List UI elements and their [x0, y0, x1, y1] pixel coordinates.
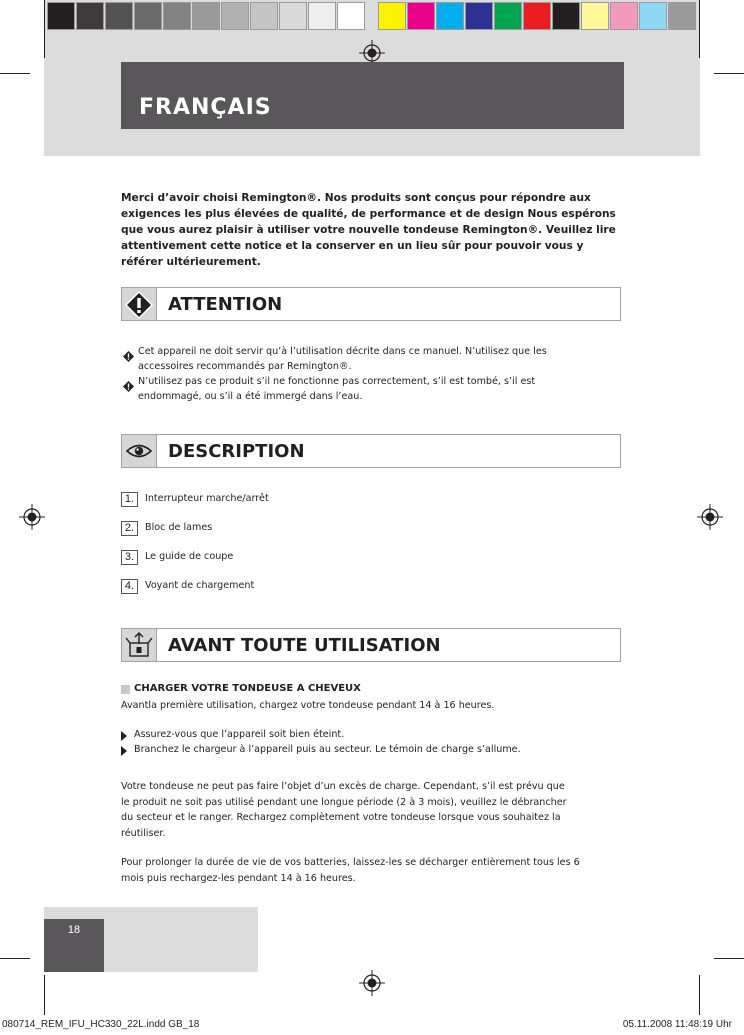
crop-mark [44, 0, 45, 58]
color-swatch [436, 2, 464, 30]
item-number: 1. [121, 492, 138, 507]
description-item: Bloc de lames [145, 522, 213, 533]
color-swatch [279, 2, 307, 30]
color-swatch [639, 2, 667, 30]
arrow-bullet-icon [121, 746, 127, 756]
color-swatch [610, 2, 638, 30]
before-use-icon-cell [122, 629, 157, 661]
description-icon-cell [122, 435, 157, 467]
battery-paragraph: Pour prolonger la durée de vie de vos batteries, laissez-les se décharger entièrement tous les 6 mois puis rechargez-les pendant 14 à 16 heures. [121, 857, 580, 884]
page-band [44, 907, 104, 919]
charging-step: Branchez le chargeur à l’appareil puis au secteur. Le témoin de charge s’allume. [134, 744, 521, 755]
bullet-icon [123, 377, 134, 396]
color-swatch [192, 2, 220, 30]
box-open-icon [122, 629, 156, 661]
crop-mark [0, 73, 30, 74]
page-number: 18 [67, 924, 81, 936]
color-swatch [407, 2, 435, 30]
charging-step: Assurez-vous que l’appareil soit bien éteint. [134, 729, 345, 740]
item-number: 3. [121, 550, 138, 565]
attention-heading: ATTENTION [168, 294, 283, 315]
color-swatch [47, 2, 75, 30]
attention-header [121, 287, 621, 321]
description-heading: DESCRIPTION [168, 441, 305, 462]
bullet-icon [123, 347, 134, 366]
crop-mark [714, 73, 744, 74]
color-swatch [378, 2, 406, 30]
attention-item: Cet appareil ne doit servir qu’à l’utilisation décrite dans ce manuel. N’utilisez que les accessoires recommandés par Remington®. [138, 346, 547, 372]
subheading-marker [121, 685, 130, 694]
description-item: Interrupteur marche/arrêt [145, 493, 269, 504]
color-swatch [581, 2, 609, 30]
description-item: Voyant de chargement [145, 580, 255, 591]
crop-mark [44, 975, 45, 1015]
registration-mark-icon [19, 504, 45, 530]
intro-paragraph: Merci d’avoir choisi Remington®. Nos produits sont conçus pour répondre aux exigences les plus élevées de qualité, de performance et de design Nous espérons que vous aurez plaisir à utiliser votre nouvelle tondeuse Remington®. Veuillez lire attentivement cette notice et la conserver en un lieu sûr pour pouvoir vous y référer ultérieurement. [121, 192, 616, 268]
slug-filename: 080714_REM_IFU_HC330_22L.indd GB_18 [2, 1019, 200, 1030]
page-band [104, 907, 258, 972]
crop-mark [699, 0, 700, 58]
color-swatch [494, 2, 522, 30]
color-swatch [337, 2, 365, 30]
page-title: FRANÇAIS [139, 95, 272, 120]
crop-mark [699, 975, 700, 1015]
color-swatch [552, 2, 580, 30]
color-swatch [523, 2, 551, 30]
attention-icon-cell [122, 288, 157, 320]
color-swatch [105, 2, 133, 30]
color-swatch [308, 2, 336, 30]
crop-mark [714, 958, 744, 959]
charging-intro: Avantla première utilisation, chargez votre tondeuse pendant 14 à 16 heures. [121, 700, 495, 711]
color-swatch [668, 2, 696, 30]
attention-item: N’utilisez pas ce produit s’il ne fonctionne pas correctement, s’il est tombé, s’il est endommagé, ou s’il a été immergé dans l’eau. [138, 376, 536, 402]
crop-mark [0, 958, 30, 959]
before-use-header [121, 628, 621, 662]
item-number: 2. [121, 521, 138, 536]
description-header [121, 434, 621, 468]
color-swatch [250, 2, 278, 30]
eye-icon [122, 435, 156, 467]
item-number: 4. [121, 579, 138, 594]
color-swatch [465, 2, 493, 30]
color-swatch [163, 2, 191, 30]
registration-mark-icon [359, 970, 385, 996]
color-swatch [76, 2, 104, 30]
charging-subheading: CHARGER VOTRE TONDEUSE A CHEVEUX [134, 683, 361, 694]
before-use-heading: AVANT TOUTE UTILISATION [168, 635, 441, 656]
arrow-bullet-icon [121, 731, 127, 741]
color-swatch [221, 2, 249, 30]
registration-mark-icon [697, 504, 723, 530]
description-item: Le guide de coupe [145, 551, 234, 562]
slug-timestamp: 05.11.2008 11:48:19 Uhr [622, 1019, 732, 1030]
warning-icon [122, 288, 156, 320]
color-swatch [134, 2, 162, 30]
overcharge-paragraph: Votre tondeuse ne peut pas faire l’objet d’un excès de charge. Cependant, s’il est prévu que le produit ne soit pas utilisé pendant une longue période (2 à 3 mois), veuillez le débrancher du secteur et le ranger. Rechargez complètement votre tondeuse lorsque vous souhaitez la réutiliser. [121, 781, 567, 839]
